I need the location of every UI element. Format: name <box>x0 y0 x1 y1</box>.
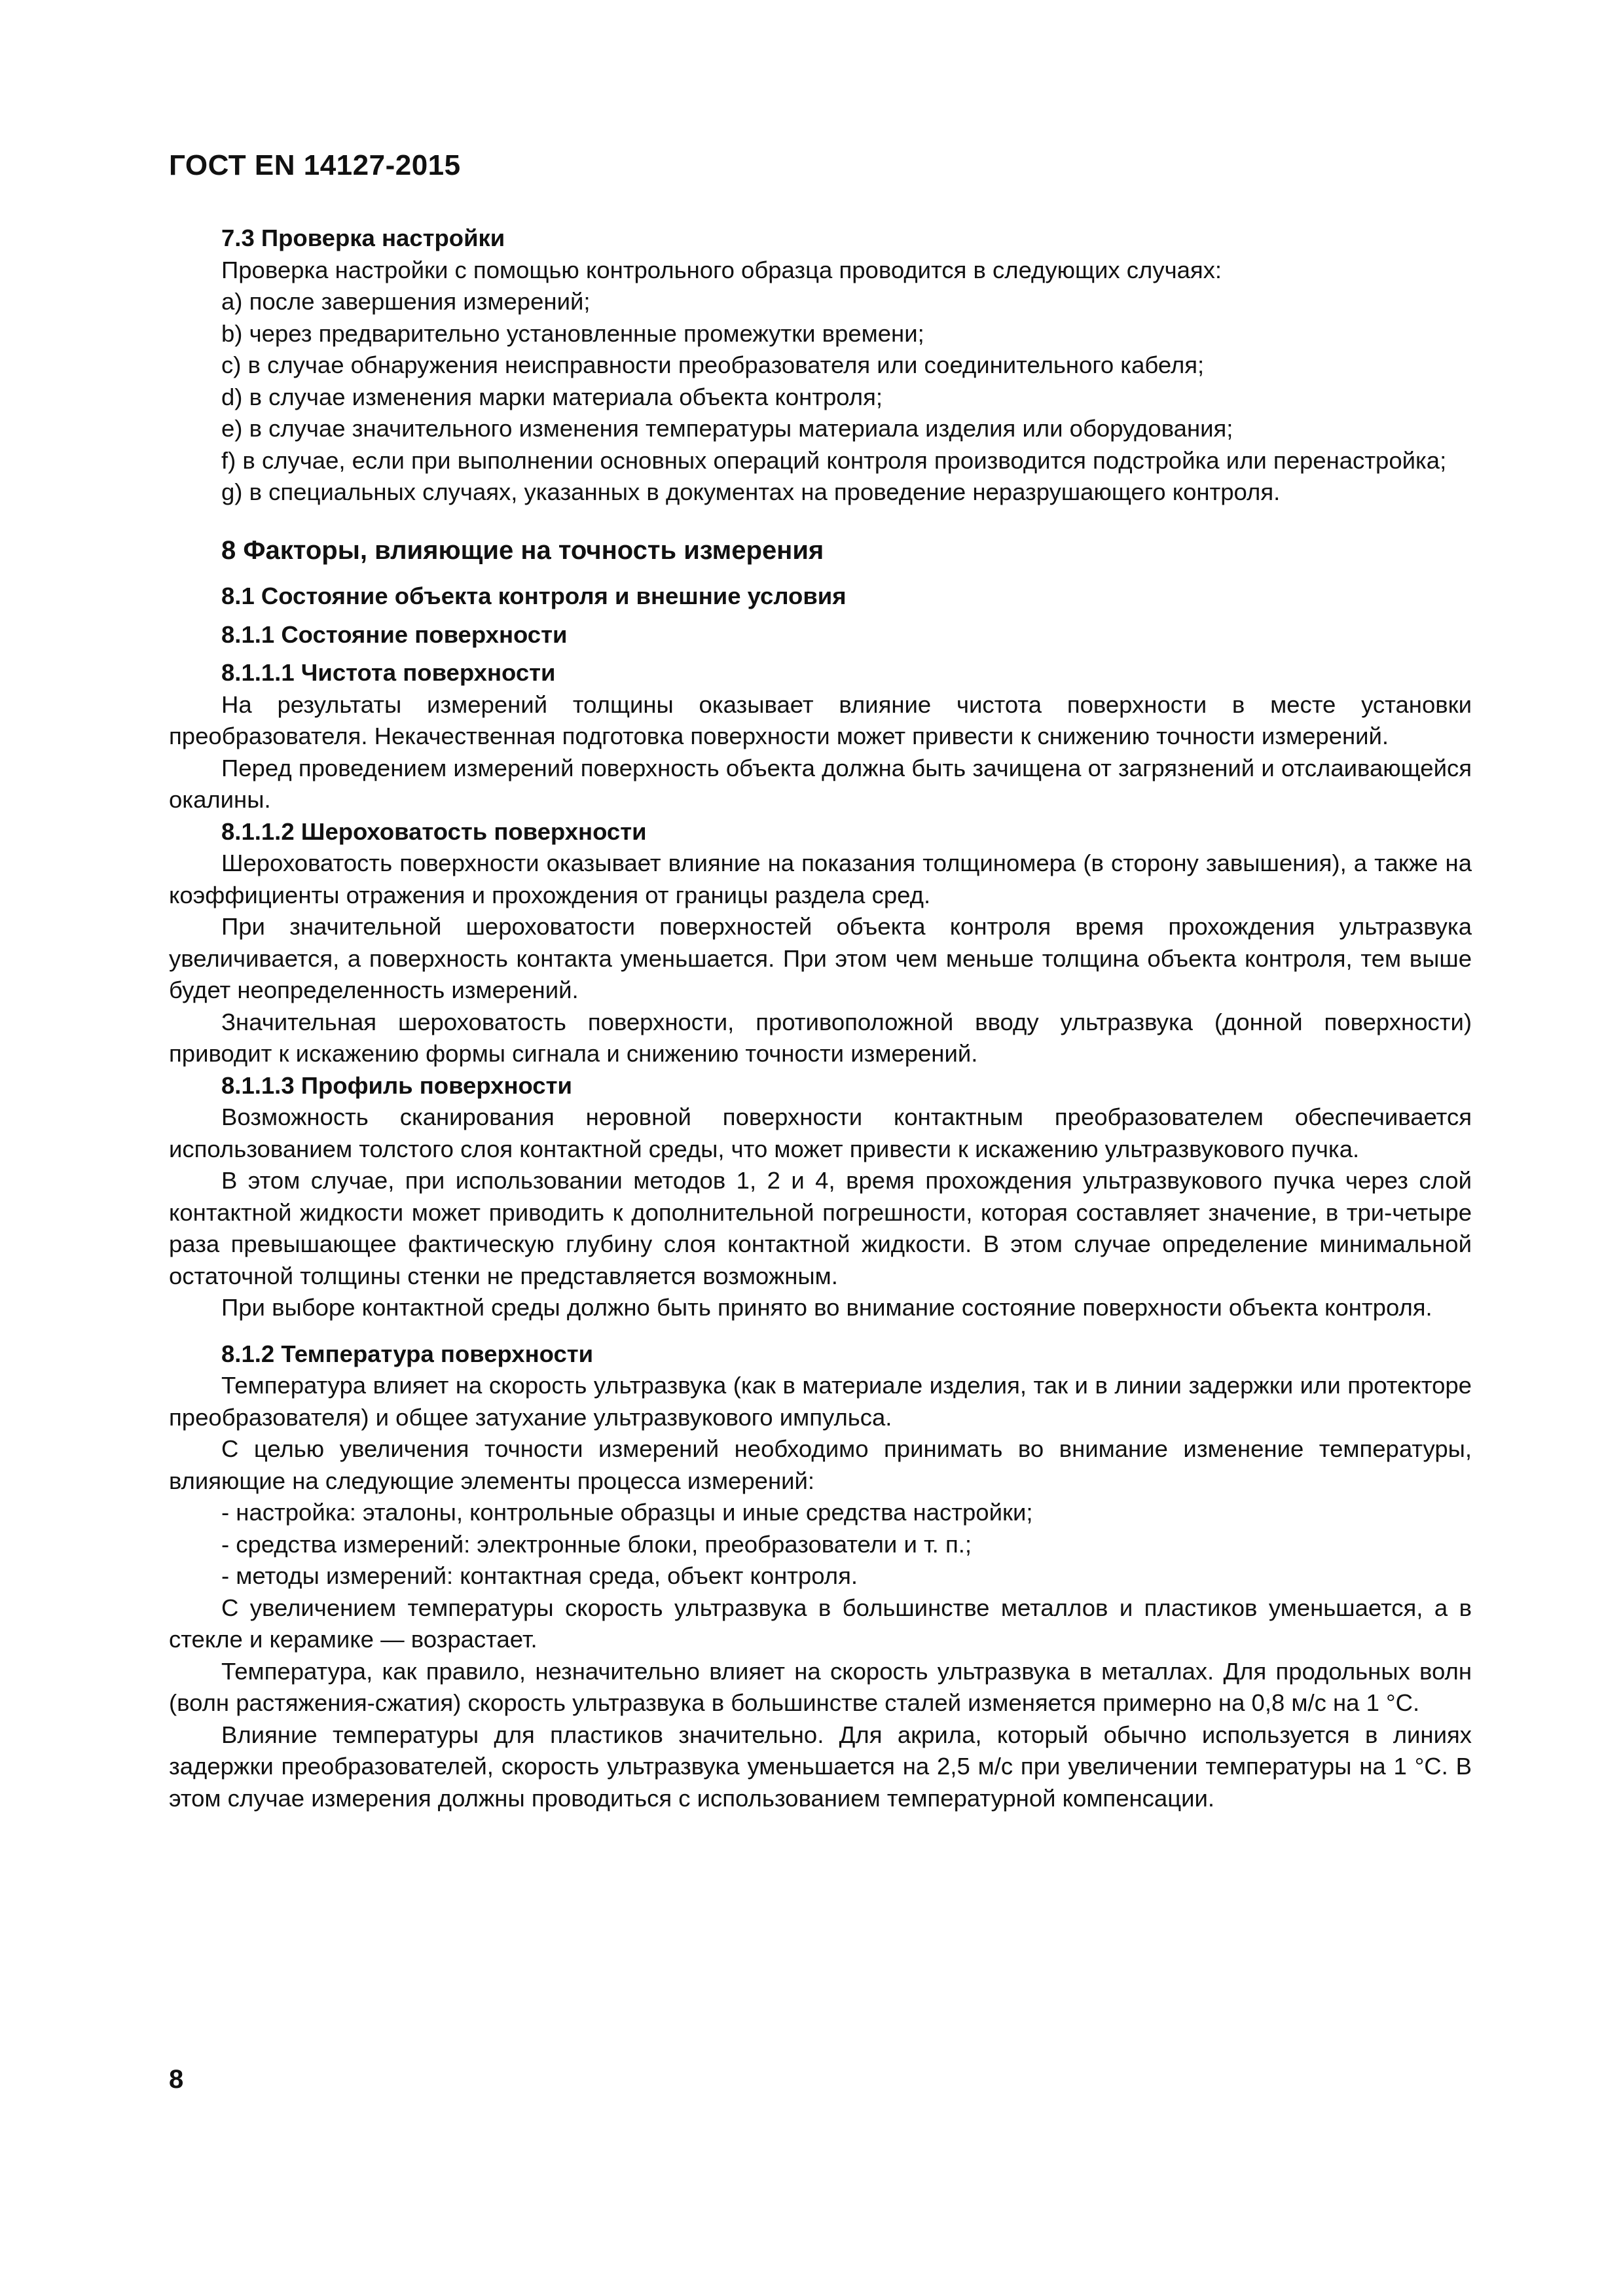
paragraph: Шероховатость поверхности оказывает влияние на показания толщиномера (в сторону завышения), а также на коэффициенты отражения и прохождения от границы раздела сред. <box>169 850 1472 908</box>
paragraph: Влияние температуры для пластиков значительно. Для акрила, который обычно используется в линиях задержки преобразователей, скорость ультразвука уменьшается на 2,5 м/с при увеличении температуры на 1 °С. В этом случае измерения должны проводиться с использованием температурной компенсации. <box>169 1721 1472 1812</box>
paragraph: Температура, как правило, незначительно влияет на скорость ультразвука в металлах. Для продольных волн (волн растяжения-сжатия) скорость ультразвука в большинстве сталей изменяется примерно на 0,8 м/с на 1 °С. <box>169 1657 1472 1716</box>
paragraph: В этом случае, при использовании методов 1, 2 и 4, время прохождения ультразвукового пучка через слой контактной жидкости может приводить к дополнительной погрешности, которая составляет значение, в три-четыре раза превышающее фактическую глубину слоя контактной жидкости. В этом случае определение минимальной остаточной толщины стенки не представляется возможным. <box>169 1167 1472 1289</box>
paragraph: Значительная шероховатость поверхности, противоположной вводу ультразвука (донной поверхности) приводит к искажению формы сигнала и снижению точности измерений. <box>169 1008 1472 1067</box>
document-body <box>169 223 1472 1814</box>
paragraph: С целью увеличения точности измерений необходимо принимать во внимание изменение температуры, влияющие на следующие элементы процесса измерений: <box>169 1435 1472 1494</box>
section-7-3-intro: Проверка настройки с помощью контрольного образца проводится в следующих случаях: <box>221 256 1222 283</box>
section-7-3-heading: 7.3 Проверка настройки <box>221 224 505 251</box>
list-item: - средства измерений: электронные блоки, преобразователи и т. п.; <box>221 1530 972 1558</box>
list-item: b) через предварительно установленные промежутки времени; <box>221 319 924 347</box>
paragraph: При значительной шероховатости поверхностей объекта контроля время прохождения ультразвука увеличивается, а поверхность контакта уменьшается. При этом чем меньше толщина объекта контроля, тем выше будет неопределенность измерений. <box>169 913 1472 1003</box>
list-item: - настройка: эталоны, контрольные образцы и иные средства настройки; <box>221 1499 1033 1526</box>
paragraph: Возможность сканирования неровной поверхности контактным преобразователем обеспечивается использованием толстого слоя контактной среды, что может привести к искажению ультразвукового пучка. <box>169 1103 1472 1162</box>
list-item: c) в случае обнаружения неисправности преобразователя или соединительного кабеля; <box>221 351 1205 378</box>
list-item: f) в случае, если при выполнении основных операций контроля производится подстройка или перенастройка; <box>221 446 1447 474</box>
section-8-1-1-heading: 8.1.1 Состояние поверхности <box>221 620 568 648</box>
list-item: - методы измерений: контактная среда, объект контроля. <box>221 1562 858 1589</box>
paragraph: Перед проведением измерений поверхность объекта должна быть зачищена от загрязнений и отслаивающейся окалины. <box>169 754 1472 813</box>
page-number: 8 <box>169 2065 184 2094</box>
section-8-1-1-3-heading: 8.1.1.3 Профиль поверхности <box>221 1071 572 1099</box>
list-item: d) в случае изменения марки материала объекта контроля; <box>221 383 883 410</box>
paragraph: Температура влияет на скорость ультразвука (как в материале изделия, так и в линии задержки или протекторе преобразователя) и общее затухание ультразвукового импульса. <box>169 1372 1472 1431</box>
section-8-1-heading: 8.1 Состояние объекта контроля и внешние условия <box>221 583 847 609</box>
section-8-1-2-heading: 8.1.2 Температура поверхности <box>221 1340 594 1367</box>
list-item: a) после завершения измерений; <box>221 288 591 315</box>
list-item: e) в случае значительного изменения температуры материала изделия или оборудования; <box>221 415 1233 442</box>
paragraph: С увеличением температуры скорость ультразвука в большинстве металлов и пластиков уменьшается, а в стекле и керамике — возрастает. <box>169 1594 1472 1653</box>
section-8-1-1-2-heading: 8.1.1.2 Шероховатость поверхности <box>221 817 647 845</box>
section-8-heading: 8 Факторы, влияющие на точность измерения <box>221 535 824 565</box>
document-header: ГОСТ EN 14127-2015 <box>169 149 461 181</box>
section-8-1-1-1-heading: 8.1.1.1 Чистота поверхности <box>221 659 556 686</box>
paragraph: На результаты измерений толщины оказывает влияние чистота поверхности в месте установки преобразователя. Некачественная подготовка поверхности может привести к снижению точности измерений. <box>169 691 1472 749</box>
paragraph: При выборе контактной среды должно быть принято во внимание состояние поверхности объекта контроля. <box>221 1294 1432 1321</box>
list-item: g) в специальных случаях, указанных в документах на проведение неразрушающего контроля. <box>221 478 1281 505</box>
